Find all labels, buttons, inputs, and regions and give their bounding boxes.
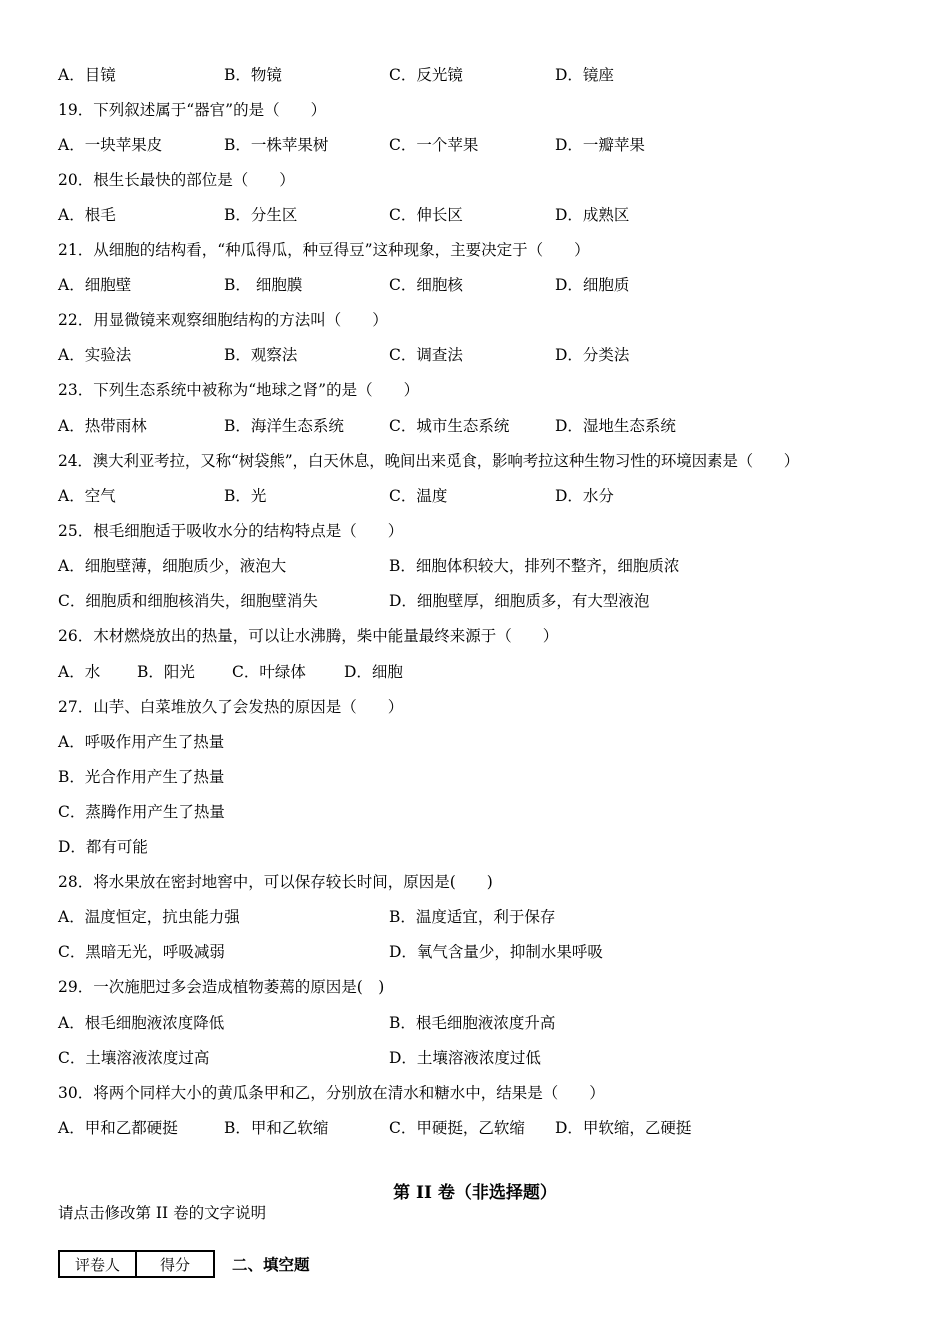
question-27-option-b: B．光合作用产生了热量 — [58, 768, 225, 786]
question-26-stem: 26．木材燃烧放出的热量，可以让水沸腾，柴中能量最终来源于（ ） — [58, 627, 559, 645]
option-d: D．甲软缩，乙硬挺 — [555, 1119, 692, 1137]
option-b: B．海洋生态系统 — [224, 417, 344, 435]
option-b: B．观察法 — [224, 346, 298, 364]
question-24-stem: 24．澳大利亚考拉，又称“树袋熊”，白天休息，晚间出来觅食，影响考拉这种生物习性的环境因素是（ ） — [58, 452, 800, 470]
question-30-stem: 30．将两个同样大小的黄瓜条甲和乙，分别放在清水和糖水中，结果是（ ） — [58, 1084, 605, 1102]
question-27-option-a: A．呼吸作用产生了热量 — [58, 733, 225, 751]
option-b: B．物镜 — [224, 66, 282, 84]
question-23-stem: 23．下列生态系统中被称为“地球之肾”的是（ ） — [58, 381, 420, 399]
option-d: D．氧气含量少，抑制水果呼吸 — [389, 943, 603, 961]
option-a: A．根毛细胞液浓度降低 — [58, 1014, 225, 1032]
option-c: C．伸长区 — [389, 206, 463, 224]
grader-label-cell: 评卷人 — [59, 1251, 136, 1277]
option-d: D．镜座 — [555, 66, 614, 84]
option-d: D．细胞壁厚，细胞质多，有大型液泡 — [389, 592, 650, 610]
score-table — [58, 1250, 215, 1278]
option-d: D．一瓣苹果 — [555, 136, 645, 154]
option-d: D．成熟区 — [555, 206, 630, 224]
option-c: C．一个苹果 — [389, 136, 479, 154]
question-28-stem: 28．将水果放在密封地窖中，可以保存较长时间，原因是( ) — [58, 873, 493, 891]
option-c: C．细胞质和细胞核消失，细胞壁消失 — [58, 592, 318, 610]
part-2-note: 请点击修改第 II 卷的文字说明 — [58, 1204, 267, 1222]
question-29-stem: 29．一次施肥过多会造成植物萎蔫的原因是( ) — [58, 978, 385, 996]
option-a: A．温度恒定，抗虫能力强 — [58, 908, 240, 926]
question-27-option-c: C．蒸腾作用产生了热量 — [58, 803, 225, 821]
option-a: A．目镜 — [58, 66, 116, 84]
option-b: B．阳光 — [137, 663, 195, 681]
option-b: B． 细胞膜 — [224, 276, 303, 294]
option-a: A．水 — [58, 663, 101, 681]
question-22-stem: 22．用显微镜来观察细胞结构的方法叫（ ） — [58, 311, 388, 329]
option-d: D．湿地生态系统 — [555, 417, 676, 435]
option-c: C．反光镜 — [389, 66, 463, 84]
question-21-stem: 21．从细胞的结构看，“种瓜得瓜，种豆得豆”这种现象，主要决定于（ ） — [58, 241, 590, 259]
option-a: A．实验法 — [58, 346, 132, 364]
option-a: A．甲和乙都硬挺 — [58, 1119, 178, 1137]
option-b: B．细胞体积较大，排列不整齐，细胞质浓 — [389, 557, 680, 575]
option-b: B．分生区 — [224, 206, 298, 224]
option-a: A．空气 — [58, 487, 116, 505]
option-d: D．细胞质 — [555, 276, 630, 294]
option-c: C．黑暗无光，呼吸减弱 — [58, 943, 225, 961]
option-a: A．一块苹果皮 — [58, 136, 163, 154]
question-20-stem: 20．根生长最快的部位是（ ） — [58, 171, 295, 189]
option-b: B．光 — [224, 487, 267, 505]
option-c: C．城市生态系统 — [389, 417, 510, 435]
option-c: C．调查法 — [389, 346, 463, 364]
question-27-option-d: D．都有可能 — [58, 838, 148, 856]
option-b: B．甲和乙软缩 — [224, 1119, 329, 1137]
option-a: A．热带雨林 — [58, 417, 147, 435]
section-title: 二、填空题 — [232, 1255, 310, 1274]
question-27-stem: 27．山芋、白菜堆放久了会发热的原因是（ ） — [58, 698, 404, 716]
question-19-stem: 19．下列叙述属于“器官”的是（ ） — [58, 101, 327, 119]
option-b: B．温度适宜，利于保存 — [389, 908, 556, 926]
option-c: C．叶绿体 — [232, 663, 306, 681]
option-b: B．根毛细胞液浓度升高 — [389, 1014, 556, 1032]
question-25-stem: 25．根毛细胞适于吸收水分的结构特点是（ ） — [58, 522, 404, 540]
option-d: D．细胞 — [344, 663, 403, 681]
part-2-title: 第 II 卷（非选择题） — [393, 1183, 557, 1203]
option-d: D．分类法 — [555, 346, 630, 364]
option-c: C．细胞核 — [389, 276, 463, 294]
option-c: C．土壤溶液浓度过高 — [58, 1049, 210, 1067]
option-d: D．水分 — [555, 487, 614, 505]
option-d: D．土壤溶液浓度过低 — [389, 1049, 541, 1067]
option-a: A．细胞壁薄，细胞质少，液泡大 — [58, 557, 287, 575]
option-a: A．根毛 — [58, 206, 116, 224]
option-b: B．一株苹果树 — [224, 136, 329, 154]
score-label-cell: 得分 — [136, 1251, 214, 1277]
option-c: C．温度 — [389, 487, 448, 505]
option-a: A．细胞壁 — [58, 276, 132, 294]
option-c: C．甲硬挺，乙软缩 — [389, 1119, 525, 1137]
